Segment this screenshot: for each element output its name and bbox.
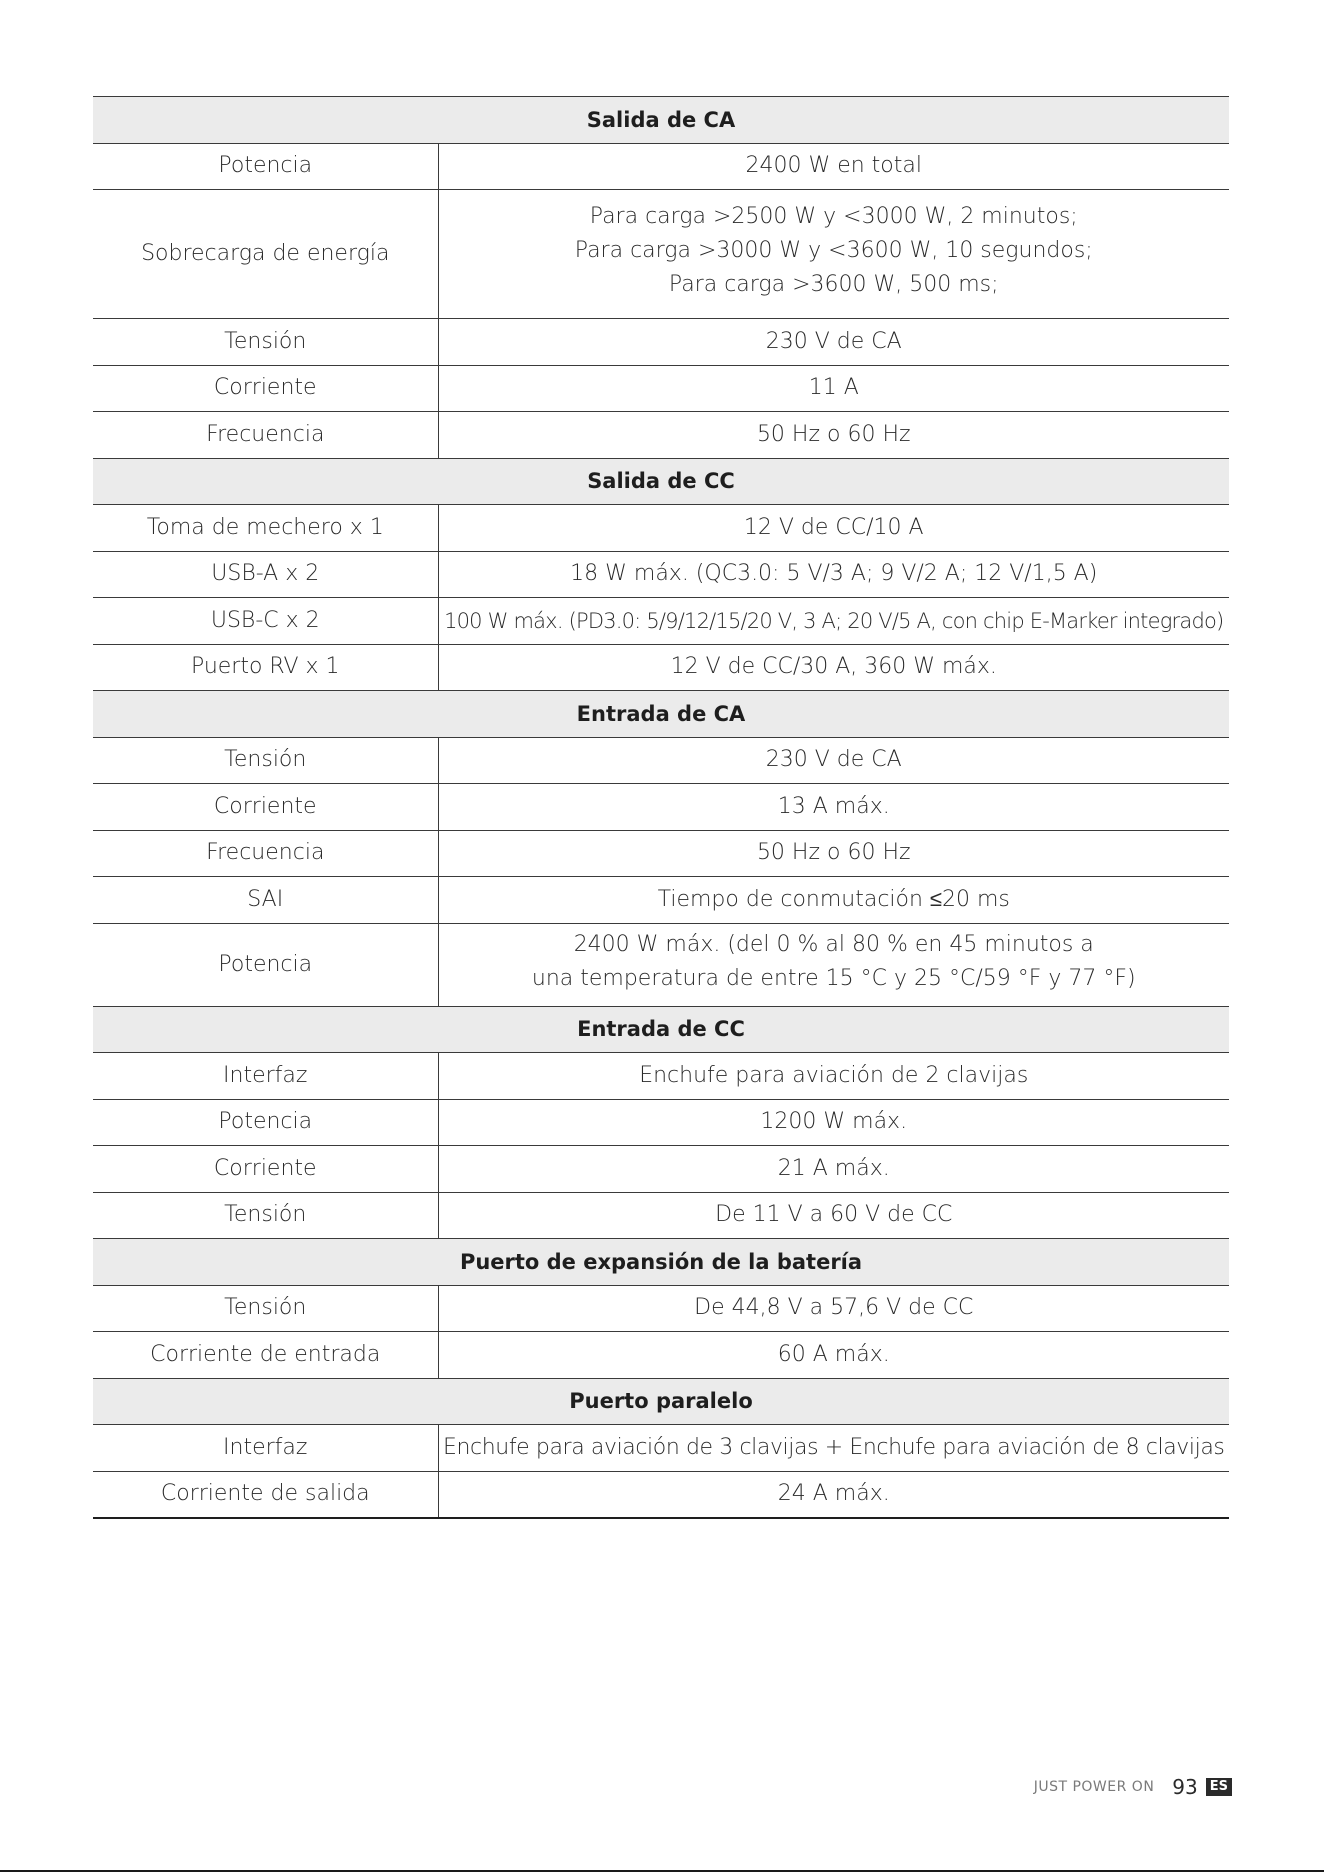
spec-value-line: 12 V de CC/30 A, 360 W máx. [670,654,997,680]
spec-value [438,1471,1229,1518]
spec-label: Potencia [93,923,438,1006]
section-header-row [93,1239,1229,1286]
section-header-row [93,691,1229,738]
spec-value-line: 24 A máx. [777,1481,890,1507]
spec-value-line: Enchufe para aviación de 3 clavijas + Enchufe para aviación de 8 clavijas [443,1434,1225,1460]
spec-label: Tensión [93,1192,438,1239]
spec-value [438,1192,1229,1239]
spec-label: Interfaz [93,1053,438,1100]
specifications-table-body [93,97,1229,1519]
spec-value [438,923,1229,1006]
spec-label: Interfaz [93,1425,438,1472]
spec-value [438,830,1229,877]
table-row [93,319,1229,366]
spec-value-line: 230 V de CA [765,747,902,773]
spec-value [438,505,1229,552]
spec-value-line: una temperatura de entre 15 °C y 25 °C/59 °F y 77 °F) [531,965,1136,991]
spec-label: Tensión [93,319,438,366]
spec-label: Corriente [93,1146,438,1193]
spec-value-line: 60 A máx. [777,1341,890,1367]
specifications-table [93,96,1229,1519]
spec-value-line: 1200 W máx. [760,1109,908,1135]
spec-label: Frecuencia [93,830,438,877]
spec-value-line: Para carga >3600 W, 500 ms; [668,272,999,297]
section-header-row [93,1378,1229,1425]
spec-value-line: De 11 V a 60 V de CC [715,1202,953,1228]
table-row [93,1192,1229,1239]
page-number: 93 [1172,1775,1198,1799]
spec-label: Tensión [93,737,438,784]
table-row [93,412,1229,459]
spec-label: Toma de mechero x 1 [93,505,438,552]
table-row [93,598,1229,645]
table-row [93,143,1229,190]
spec-label: Corriente [93,784,438,831]
spec-value [438,877,1229,924]
spec-value-line: Tiempo de conmutación ≤20 ms [657,886,1010,912]
table-row [93,923,1229,1006]
language-badge: ES [1206,1778,1232,1796]
spec-value [438,1285,1229,1332]
spec-value [438,190,1229,319]
spec-label: Frecuencia [93,412,438,459]
spec-value [438,1099,1229,1146]
section-header-row [93,97,1229,144]
table-row [93,505,1229,552]
spec-value [438,598,1229,645]
spec-value [438,365,1229,412]
spec-value-line: De 44,8 V a 57,6 V de CC [694,1295,974,1321]
spec-label: Potencia [93,1099,438,1146]
table-row [93,1425,1229,1472]
spec-label: Sobrecarga de energía [93,190,438,319]
table-row [93,737,1229,784]
spec-label: USB-C x 2 [93,598,438,645]
spec-value-line: 21 A máx. [777,1155,890,1181]
table-row [93,190,1229,319]
spec-label: Corriente de salida [93,1471,438,1518]
footer-brand: JUST POWER ON [1033,1779,1155,1795]
spec-value-line: Enchufe para aviación de 2 clavijas [639,1062,1029,1088]
spec-value-line: 12 V de CC/10 A [743,514,924,540]
spec-label: Tensión [93,1285,438,1332]
spec-value-line: 50 Hz o 60 Hz [756,840,911,866]
spec-value [438,1332,1229,1379]
spec-value-line: 13 A máx. [777,793,890,819]
spec-value [438,737,1229,784]
spec-label: SAI [93,877,438,924]
spec-value [438,412,1229,459]
spec-value-line: Para carga >3000 W y <3600 W, 10 segundos; [574,238,1093,263]
spec-value-line: 2400 W máx. (del 0 % al 80 % en 45 minutos a [573,931,1094,957]
spec-value-line: Para carga >2500 W y <3000 W, 2 minutos; [589,204,1078,229]
table-row [93,1146,1229,1193]
spec-value-line: 2400 W en total [745,153,922,179]
table-row [93,644,1229,691]
table-row [93,1053,1229,1100]
spec-label: Puerto RV x 1 [93,644,438,691]
table-row [93,365,1229,412]
section-header-row [93,1006,1229,1053]
table-row [93,1285,1229,1332]
spec-value-line: 18 W máx. (QC3.0: 5 V/3 A; 9 V/2 A; 12 V/1,5 A) [570,561,1098,587]
spec-value-line: 100 W máx. (PD3.0: 5/9/12/15/20 V, 3 A; 20 V/5 A, con chip E-Marker integrado) [444,608,1224,633]
spec-label: Corriente de entrada [93,1332,438,1379]
section-title: Puerto de expansión de la batería [93,1239,1229,1286]
section-header-row [93,458,1229,505]
spec-value [438,1146,1229,1193]
spec-value-line: 230 V de CA [765,328,902,354]
table-row [93,1332,1229,1379]
section-title: Entrada de CC [93,1006,1229,1053]
table-row [93,1099,1229,1146]
spec-value [438,1053,1229,1100]
spec-value [438,1425,1229,1472]
section-title: Salida de CC [93,458,1229,505]
section-title: Entrada de CA [93,691,1229,738]
spec-value-line: 11 A [808,375,859,401]
section-title: Salida de CA [93,97,1229,144]
spec-value [438,143,1229,190]
table-row [93,877,1229,924]
spec-value [438,784,1229,831]
table-row [93,784,1229,831]
table-row [93,1471,1229,1518]
spec-value-line: 50 Hz o 60 Hz [756,421,911,447]
spec-label: USB-A x 2 [93,551,438,598]
spec-value [438,644,1229,691]
spec-value [438,319,1229,366]
table-row [93,830,1229,877]
spec-label: Corriente [93,365,438,412]
spec-label: Potencia [93,143,438,190]
table-row [93,551,1229,598]
spec-value [438,551,1229,598]
page-footer [1034,1775,1232,1799]
section-title: Puerto paralelo [93,1378,1229,1425]
